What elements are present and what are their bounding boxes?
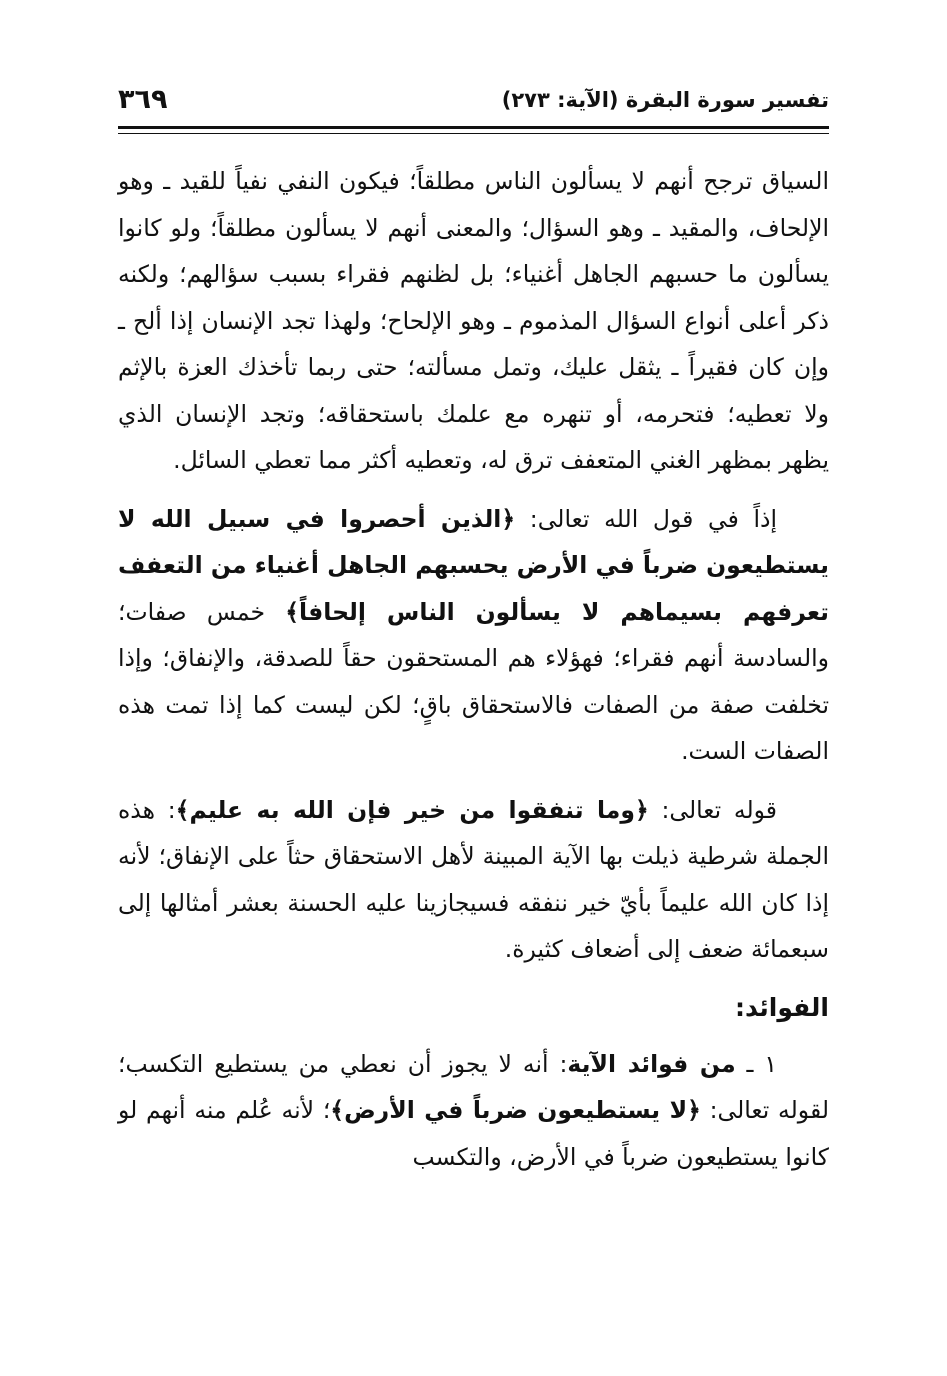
benefit-item-1: [118, 1041, 829, 1181]
page-header: [118, 84, 829, 124]
benefit-label: من فوائد الآية: [567, 1049, 736, 1078]
benefit-text: : أنه لا يجوز أن نعطي من يستطيع التكسب؛ لقوله تعالى:: [118, 1049, 829, 1124]
paragraph-continuation: السياق ترجح أنهم لا يسألون الناس مطلقاً؛ فيكون النفي نفياً للقيد ـ وهو الإلحاف، والمقيد ـ وهو السؤال؛ والمعنى أنهم لا يسألون مطلقاً؛ ولو كانوا يسألون ما حسبهم الجاهل أغنياء؛ بل لظنهم فقراء بسبب سؤالهم؛ ولكنه ذكر أعلى أنواع السؤال المذموم ـ وهو الإلحاح؛ ولهذا تجد الإنسان إذا ألح ـ وإن كان فقيراً ـ يثقل عليك، وتمل مسألته؛ حتى ربما تأخذك العزة بالإثم ولا تعطيه؛ فتحرمه، أو تنهره مع علمك باستحقاقه؛ وتجد الإنسان الذي يظهر بمظهر الغني المتعفف ترق له، وتعطيه أكثر مما تعطي السائل.: [118, 167, 829, 474]
benefit-number: ١ ـ: [735, 1049, 778, 1078]
quran-verse: ﴿الذين أحصروا في سبيل الله لا يستطيعون ضرباً في الأرض يحسبهم الجاهل أغنياء من التعفف تعرفهم بسيماهم لا يسألون الناس إلحافاً﴾: [118, 504, 829, 626]
paragraph-text: : هذه الجملة شرطية ذيلت بها الآية المبينة لأهل الاستحقاق حثاً على الإنفاق؛ لأنه إذا كان الله عليماً بأيّ خير ننفقه فسيجازينا عليه الحسنة بعشر أمثالها إلى سبعمائة ضعف إلى أضعاف كثيرة.: [118, 795, 829, 963]
paragraph-spending-verse: [118, 787, 829, 973]
paragraph-intro: قوله تعالى:: [648, 795, 778, 824]
quran-verse: ﴿وما تنفقوا من خير فإن الله به عليم﴾: [175, 795, 649, 824]
paragraph-text: خمس صفات؛ والسادسة أنهم فقراء؛ فهؤلاء هم المستحقون حقاً للصدقة، والإنفاق؛ وإذا تخلفت صفة من الصفات فالاستحقاق باقٍ؛ لكن ليست كما إذا تمت هذه الصفات الست.: [118, 597, 829, 765]
header-rule-thick: [118, 126, 829, 129]
section-heading-benefits: الفوائد:: [734, 992, 829, 1022]
header-rule-thin: [118, 133, 829, 134]
benefit-text-continued: ؛ لأنه عُلم منه أنهم لو كانوا يستطيعون ضرباً في الأرض، والتكسب: [118, 1096, 829, 1171]
paragraph-five-qualities: [118, 496, 829, 775]
running-title: تفسير سورة البقرة (الآية: ٢٧٣): [501, 88, 829, 112]
quran-verse: ﴿لا يستطيعون ضرباً في الأرض﴾: [330, 1096, 701, 1124]
page-body: [118, 158, 829, 1192]
page-number: ٣٦٩: [118, 84, 168, 115]
paragraph-intro: إذاً في قول الله تعالى:: [515, 504, 777, 533]
